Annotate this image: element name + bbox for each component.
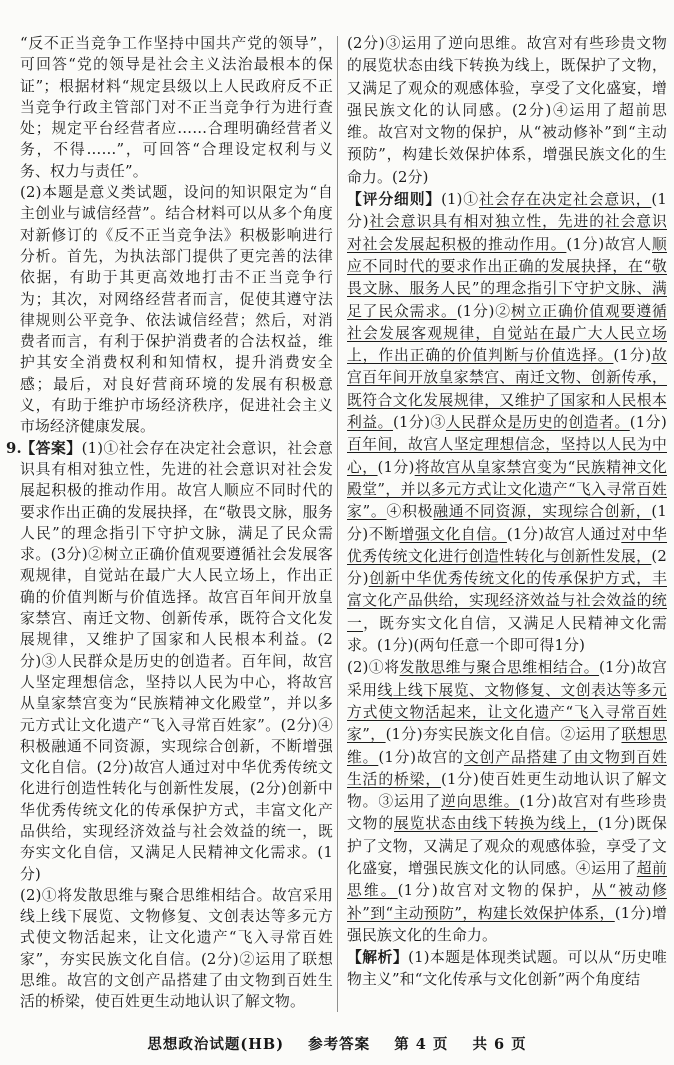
underlined-text: 发散思维与聚合思维相结合。 — [399, 659, 600, 677]
paragraph — [6, 438, 333, 885]
text-segment: (1)①社会存在决定社会意识，社会意识具有相对独立性，先进的社会意识对社会发展起积极的推动作用。故宫人顺应不同时代的要求作出正确的发展抉择，在“敬畏文脉，服务人民”的理念指引下守护文脉，满足了民众需求。(3分)②树立正确价值观要遵循社会发展客观规律，自觉站在最广大人民立场上，作出正确的价值判断与价值选择。故宫百年间开放皇家禁宫、南迁文物、创新传承，既符合文化发展规律，又维护了国家和人民根本利益。(2分)③人民群众是历史的创造者。百年间，故宫人坚定理想信念，坚持以人民为中心，将故宫从皇家禁宫变为“民族精神文化殿堂”，并以多元方式让文化遗产“飞入寻常百姓家”。(2分)④积极融通不同资源，实现综合创新，不断增强文化自信。(2分)故宫人通过对中华优秀传统文化进行创造性转化与创新性发展，(2分)创新中华优秀传统文化的传承保护方式，丰富文化产品供给，实现经济效益与社会效益的统一，既夯实文化自信，又满足人民精神文化需求。(1分) — [20, 439, 333, 883]
footer-total-pages: 共 6 页 — [472, 1036, 527, 1053]
section-label: 【答案】 — [20, 439, 82, 457]
column-divider — [337, 36, 338, 1012]
text-segment: (1分) — [629, 414, 667, 432]
text-segment: (2分) — [347, 547, 667, 588]
underlined-text: 文创产品搭建了由文物到百姓生活的桥梁， — [347, 748, 667, 788]
text-segment: (1分) — [377, 458, 415, 476]
underlined-text: 将故宫从皇家禁宫变为“民族精神文化殿堂”，并以多元方式让文化遗产“飞入寻常百姓家”。 — [347, 458, 668, 521]
text-segment: (2)①将 — [347, 659, 400, 677]
underlined-text: 创新中华优秀传统文化的传承保护方式，丰富文化产品供给，实现经济效益与社会效益的统一 — [347, 570, 667, 632]
underlined-text: 联想思维。 — [347, 726, 667, 766]
footer-page-number: 第 4 页 — [394, 1036, 449, 1053]
text-segment: (2分)③运用了逆向思维。故宫对有些珍贵文物的展览状态由线下转换为线上，既保护了文物，又满足了观众的观感体验，享受了文化盛宴，增强民族文化的认同感。(2分)④运用了超前思维。故宫对文物的保护，从“被动修补”到“主动预防”，构建长效保护体系，增强民族文化的生命力。(2分) — [347, 35, 667, 186]
underlined-text: 融通不同资源，实现综合创新， — [433, 503, 652, 521]
text-segment: (1分)③ — [392, 414, 446, 432]
text-segment: (1分)故宫的 — [378, 748, 464, 766]
text-segment: (1)本题是体现类试题。可以从“历史唯物主义”和“文化传承与文化创新”两个角度结 — [347, 949, 667, 989]
text-segment: (2)①将发散思维与聚合思维相结合。故宫采用线上线下展览、文物修复、文创表达等多元方式使文物活起来，让文化遗产“飞入寻常百姓家”，夯实民族文化自信。(2分)②运用了联想思维。故宫的文创产品搭建了由文物到百姓生活的桥梁，使百姓更生动地认识了解文物。 — [20, 886, 333, 1011]
underlined-text: 社会存在决定社会意识， — [478, 191, 652, 209]
underlined-text: 百年间，故宫人坚定理想信念，坚持以人民为中心， — [347, 436, 667, 476]
paragraph — [347, 33, 667, 189]
text-segment: (1分)使百姓更生动地认识了解文物。③运用了 — [347, 770, 667, 811]
underlined-text: 线上线下展览、文物修复、文创表达等多元方式使文物活起来，让文化遗产“飞入寻常百姓家”， — [347, 681, 667, 744]
text-segment: (1分)不断 — [347, 503, 667, 543]
text-segment: (1分)故宫采用 — [347, 659, 667, 699]
text-segment: (1分) — [347, 191, 668, 231]
underlined-text: 人民群众是历史的创造者。 — [445, 414, 630, 432]
section-label: 【解析】 — [347, 949, 409, 967]
underlined-text: 展览状态由线下转换为线上， — [394, 815, 598, 833]
text-segment: ④积极 — [386, 503, 434, 521]
text-segment: (1分)既保护了文物，又满足了观众的观感体验，享受了文化盛宴，增强民族文化的认同感。④运用了 — [347, 815, 667, 877]
column-left — [6, 33, 333, 1013]
underlined-text: 树立正确价值观要遵循社会发展客观规律，自觉站在最广大人民立场上，作出正确的价值判断与价值选择。 — [347, 302, 667, 365]
text-segment: (1分)故宫对文物的保护， — [397, 882, 592, 900]
text-segment: “反不正当竞争工作坚持中国共产党的领导”，可回答“党的领导是社会主义法治最根本的保证”；根据材料“规定县级以上人民政府反不正当竞争行政主管部门对不正当竞争行为进行查处；规定平台经营者应……合理明确经营者义务，不得……”，可回答“合理设定权利与义务、权力与责任”。 — [20, 35, 333, 180]
underlined-text: 从“被动修补”到“主动预防”，构建长效保护体系， — [347, 882, 668, 922]
text-segment: ，既夯实文化自信，又满足人民精神文化需求。(1分)(两句任意一个即可得1分) — [347, 614, 667, 655]
paragraph — [20, 182, 333, 438]
paragraph — [347, 657, 667, 947]
page-footer — [0, 1033, 674, 1054]
paragraph — [347, 189, 667, 657]
underlined-text: 对中华优秀传统文化进行创造性转化与创新性发展， — [347, 525, 668, 565]
column-right — [347, 33, 667, 992]
text-segment: (1分)② — [456, 302, 511, 320]
section-label: 【评分细则】 — [347, 191, 442, 209]
text-segment: (1分)故宫对有些珍贵文物的 — [347, 793, 667, 833]
underlined-text: 超前思维。 — [347, 859, 667, 900]
footer-doc-title: 思想政治试题(HB) — [147, 1036, 285, 1053]
paragraph — [20, 33, 333, 182]
text-segment: (1分)夯实民族文化自信。②运用了 — [385, 726, 622, 744]
text-segment: (1分) — [613, 347, 652, 365]
text-segment: (1)① — [441, 191, 479, 209]
paragraph — [20, 885, 333, 1013]
footer-answer-label: 参考答案 — [308, 1036, 371, 1053]
underlined-text: 顺应不同时代的要求作出正确的发展抉择，在“敬畏文脉、服务人民”的理念指引下守护文脉、满足了民众需求。 — [347, 235, 667, 320]
underlined-text: 故宫百年间开放皇家禁宫、南迁文物、创新传承，既符合文化发展规律，又维护了国家和人民根本利益。 — [347, 347, 667, 432]
paragraph — [347, 947, 667, 992]
text-segment: (1分)故宫人 — [566, 235, 652, 253]
text-segment: (1分)故宫人通过 — [506, 525, 622, 543]
text-segment: (2)本题是意义类试题，设问的知识限定为“自主创业与诚信经营”。结合材料可以从多个角度对新修订的《反不正当竞争法》积极影响进行分析。首先，为执法部门提供了更完善的法律依据，有助于其更高效地打击不正当竞争行为；其次，对网络经营者而言，促使其遵守法律规则公平竞争、依法诚信经营；然后，对消费者而言，有利于保护消费者的合法权益，维护其安全消费权利和知情权，提升消费安全感；最后，对良好营商环境的发展有积极意义，有助于维护市场经济秩序，促进社会主义市场经济健康发展。 — [20, 184, 333, 436]
underlined-text: 社会意识具有相对独立性，先进的社会意识对社会发展起积极的推动作用。 — [347, 213, 667, 253]
underlined-text: 增强文化自信。 — [399, 525, 507, 543]
text-segment: (1分)增强民族文化的生命力。 — [347, 904, 667, 944]
underlined-text: 逆向思维。 — [441, 793, 520, 811]
question-number: 9. — [6, 439, 22, 457]
